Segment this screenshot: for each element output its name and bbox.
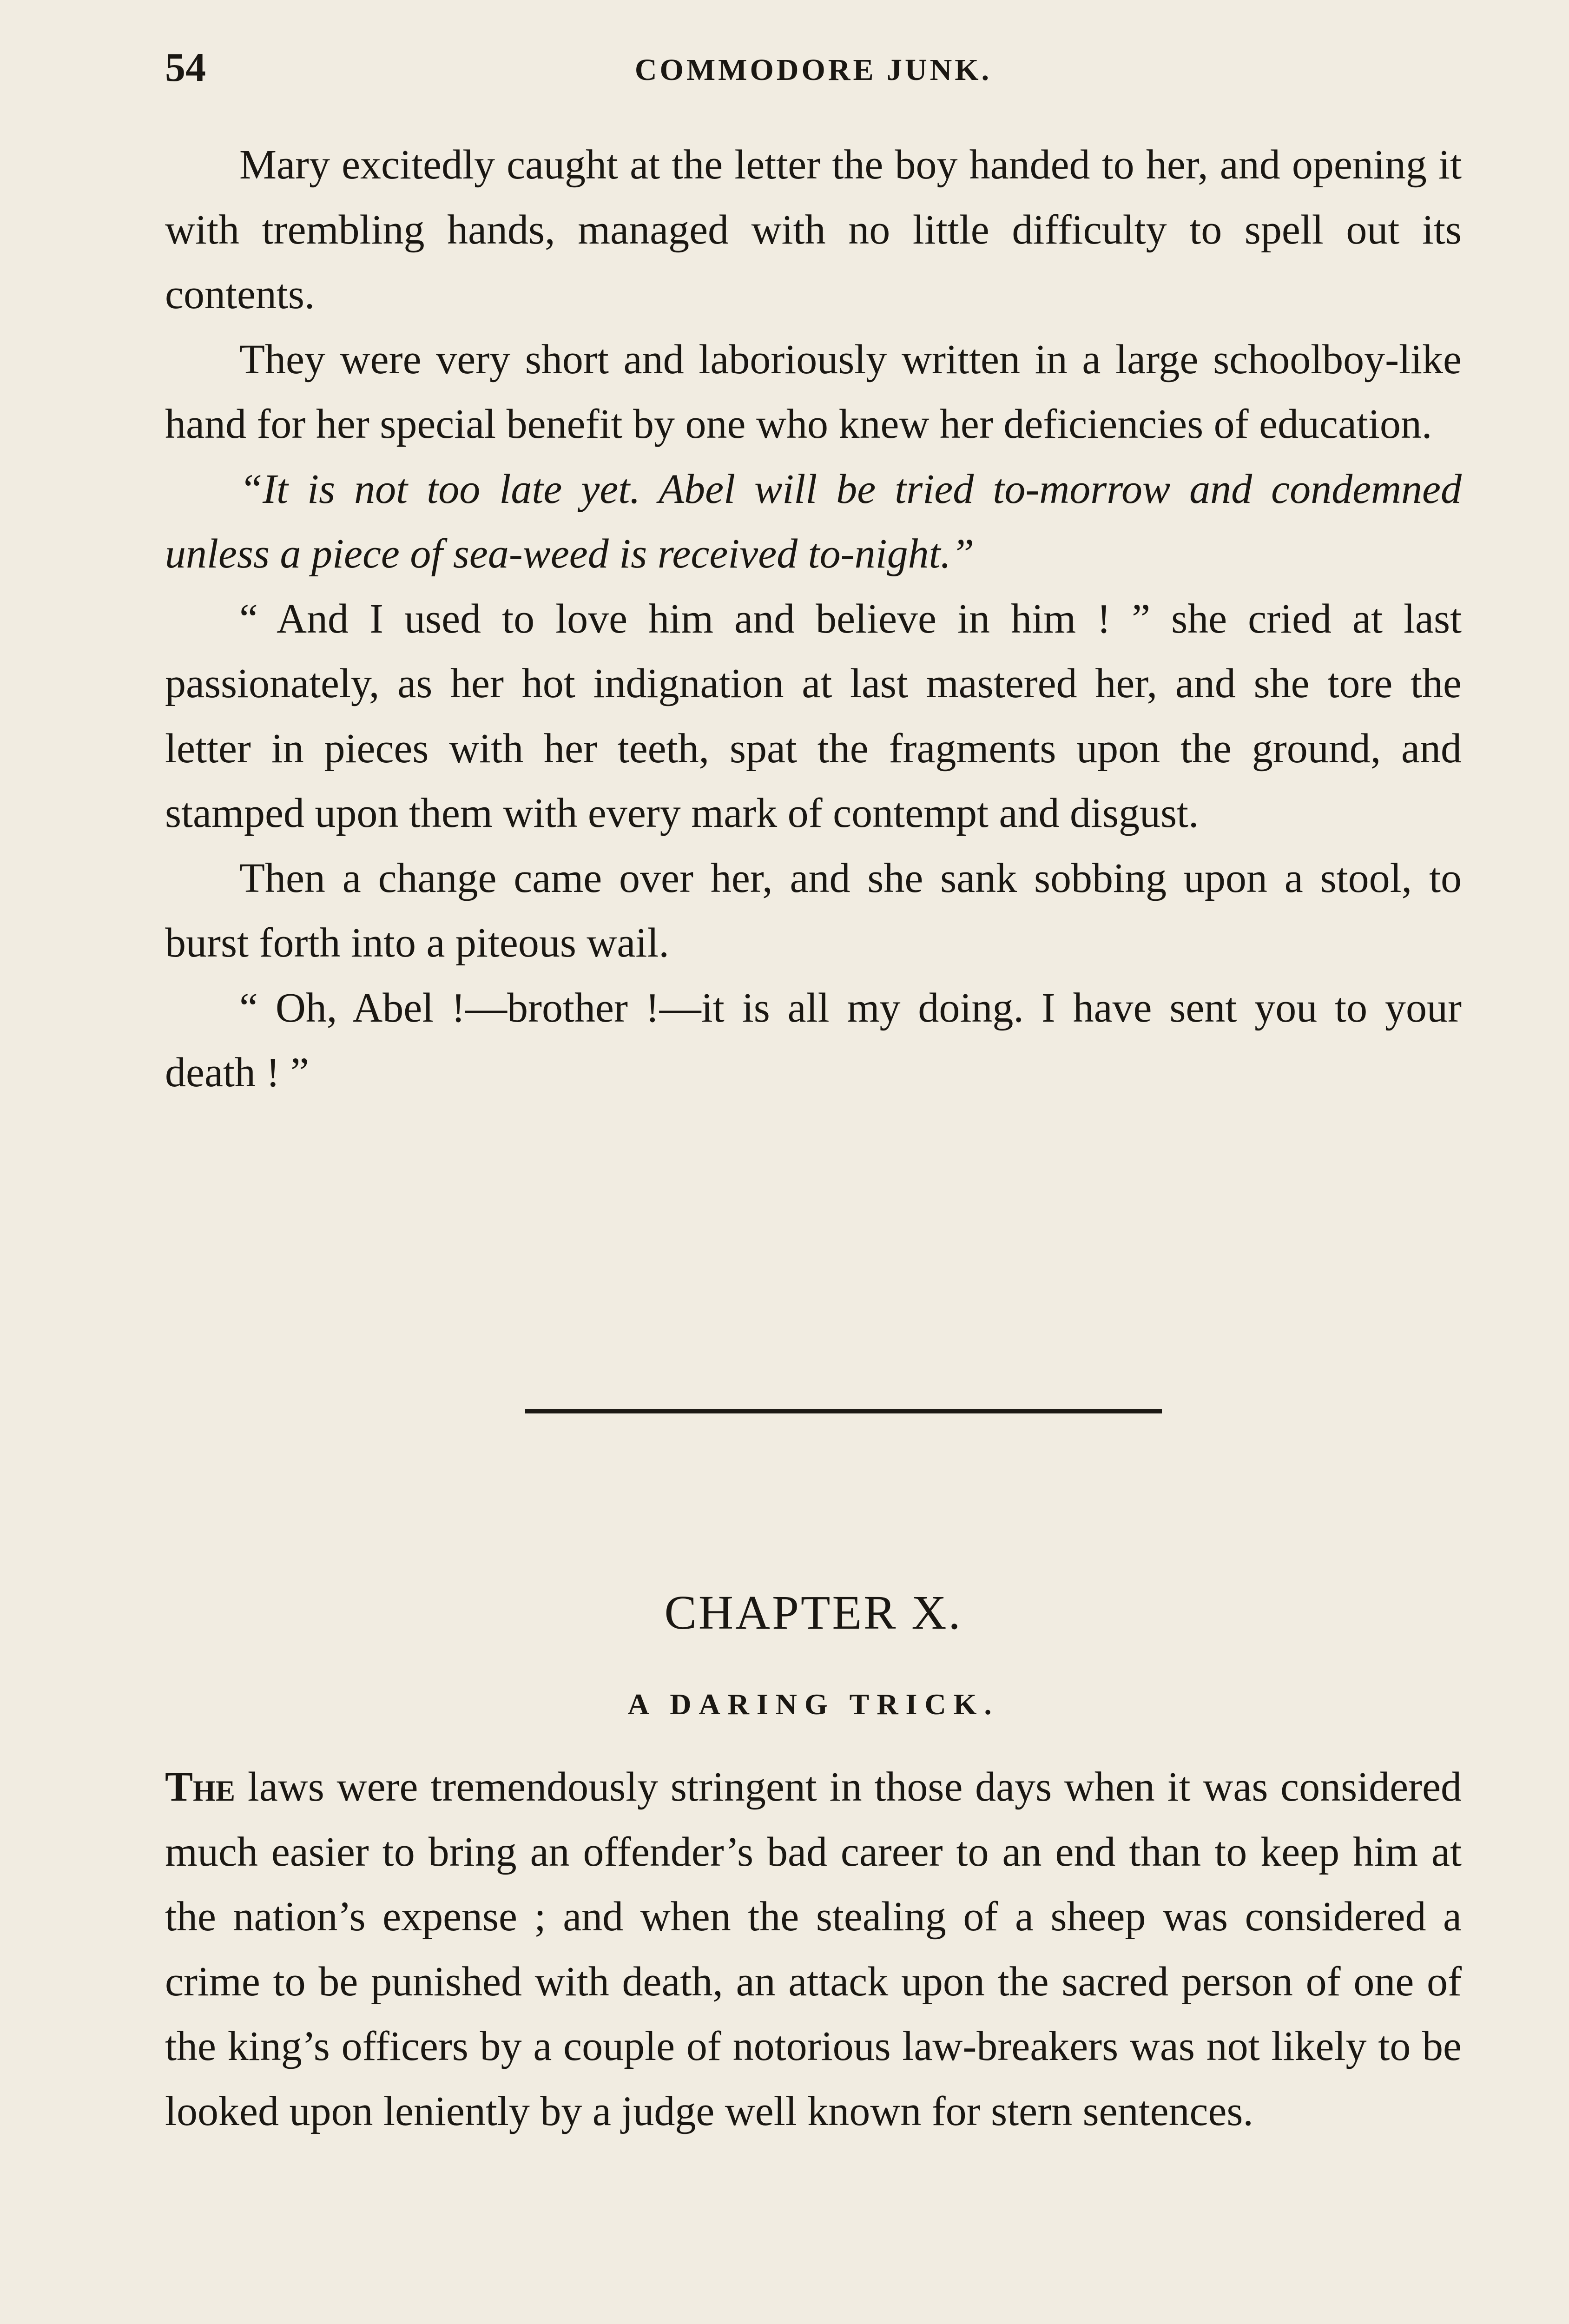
opening-word: The: [165, 1764, 236, 1810]
chapter-title: CHAPTER X.: [664, 1586, 962, 1639]
page-number: 54: [165, 45, 206, 90]
letter-quote: “It is not too late yet. Abel will be tried to-morrow and condemned unless a piece of sea-weed is received to-night.”: [165, 466, 1462, 577]
chapter-ending-text: [165, 132, 1462, 1105]
paragraph: “ Oh, Abel !—brother !—it is all my doing. I have sent you to your death ! ”: [165, 984, 1462, 1096]
running-header: [165, 44, 1462, 100]
paragraph: Then a change came over her, and she sank sobbing upon a stool, to burst forth into a piteous wail.: [165, 855, 1462, 966]
section-divider: [525, 1409, 1162, 1413]
opening-text: laws were tremendously stringent in those days when it was considered much easier to bring an offender’s bad career to an end than to keep him at the nation’s expense ; and when the stealing of a sheep was considered a crime to be punished with death, an attack upon the sacred person of one of the king’s officers by a couple of notorious law-breakers was not likely to be looked upon leniently by a judge well known for stern sentences.: [165, 1764, 1462, 2134]
chapter-subtitle: A DARING TRICK.: [627, 1688, 999, 1721]
chapter-opening-paragraph: [165, 1755, 1462, 2144]
paragraph: “ And I used to love him and believe in him ! ” she cried at last passionately, as her hot indignation at last mastered her, and she tore the letter in pieces with her teeth, spat the fragments upon the ground, and stamped upon them with every mark of contempt and disgust.: [165, 595, 1462, 836]
chapter-opening-text: [165, 1755, 1462, 2144]
paragraph: Mary excitedly caught at the letter the boy handed to her, and opening it with trembling hands, managed with no little difficulty to spell out its contents.: [165, 142, 1462, 317]
running-title: COMMODORE JUNK.: [634, 53, 992, 87]
paragraph: They were very short and laboriously written in a large schoolboy-like hand for her special benefit by one who knew her deficiencies of education.: [165, 336, 1462, 447]
